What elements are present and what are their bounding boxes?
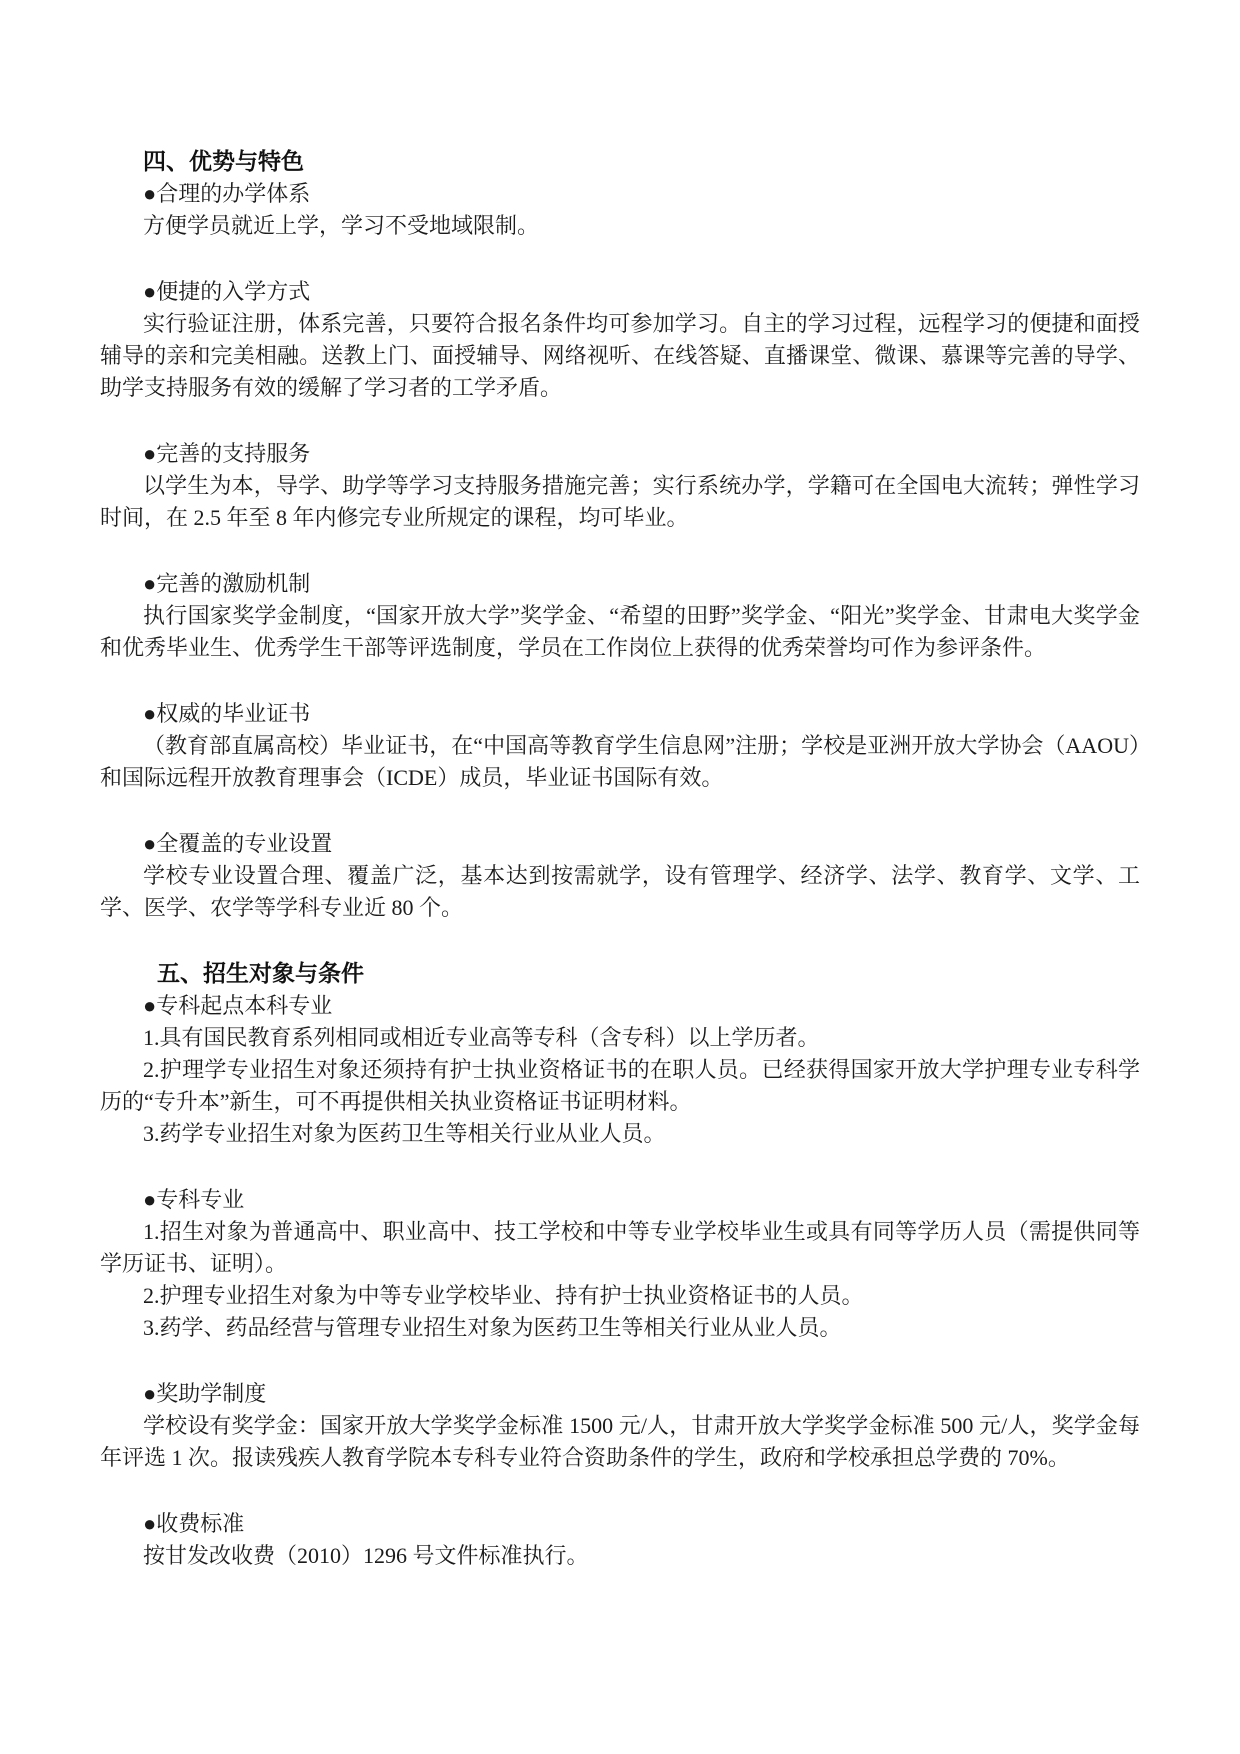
item-title-text: 奖助学制度 [156,1381,267,1406]
feature-item-incentive-mechanism [100,568,1140,664]
section-enrollment [100,958,1140,1572]
enrollment-item-fees [100,1508,1140,1572]
enrollment-item-upgrade-bachelor [100,990,1140,1150]
bullet-icon: ● [143,701,157,726]
bullet-icon: ● [143,1187,157,1212]
feature-item-support-services [100,438,1140,534]
section-heading-advantages: 四、优势与特色 [143,149,304,174]
item-paragraph: 以学生为本，导学、助学等学习支持服务措施完善；实行系统办学，学籍可在全国电大流转；弹性学习时间，在 2.5 年至 8 年内修完专业所规定的课程，均可毕业。 [100,473,1140,530]
item-paragraph: 学校专业设置合理、覆盖广泛，基本达到按需就学，设有管理学、经济学、法学、教育学、文学、工学、医学、农学等学科专业近 80 个。 [100,863,1140,920]
item-title [100,990,1140,1022]
item-paragraph: 3.药学专业招生对象为医药卫生等相关行业从业人员。 [143,1121,666,1146]
item-title-text: 完善的支持服务 [156,441,311,466]
item-paragraph: 按甘发改收费（2010）1296 号文件标准执行。 [143,1543,589,1568]
bullet-icon: ● [143,1511,157,1536]
item-paragraph: 1.招生对象为普通高中、职业高中、技工学校和中等专业学校毕业生或具有同等学历人员（需提供同等学历证书、证明）。 [100,1219,1140,1276]
item-title [100,698,1140,730]
item-title [100,438,1140,470]
item-paragraph: 2.护理专业招生对象为中等专业学校毕业、持有护士执业资格证书的人员。 [143,1283,864,1308]
feature-item-enrollment-method [100,276,1140,404]
item-title [100,828,1140,860]
enrollment-item-associate [100,1184,1140,1344]
bullet-icon: ● [143,279,157,304]
item-title [100,276,1140,308]
item-paragraph: （教育部直属高校）毕业证书，在“中国高等教育学生信息网”注册；学校是亚洲开放大学协会（AAOU）和国际远程开放教育理事会（ICDE）成员，毕业证书国际有效。 [100,733,1140,790]
item-paragraph: 实行验证注册，体系完善，只要符合报名条件均可参加学习。自主的学习过程，远程学习的便捷和面授辅导的亲和完美相融。送教上门、面授辅导、网络视听、在线答疑、直播课堂、微课、慕课等完善的导学、助学支持服务有效的缓解了学习者的工学矛盾。 [100,311,1140,400]
item-paragraph: 2.护理学专业招生对象还须持有护士执业资格证书的在职人员。已经获得国家开放大学护理专业专科学历的“专升本”新生，可不再提供相关执业资格证书证明材料。 [100,1057,1140,1114]
item-paragraph: 执行国家奖学金制度，“国家开放大学”奖学金、“希望的田野”奖学金、“阳光”奖学金、甘肃电大奖学金和优秀毕业生、优秀学生干部等评选制度，学员在工作岗位上获得的优秀荣誉均可作为参评条件。 [100,603,1140,660]
item-title [100,178,1140,210]
bullet-icon: ● [143,181,157,206]
item-title [100,568,1140,600]
bullet-icon: ● [143,993,157,1018]
item-paragraph: 1.具有国民教育系列相同或相近专业高等专科（含专科）以上学历者。 [143,1025,820,1050]
item-title-text: 专科起点本科专业 [156,993,333,1018]
bullet-icon: ● [143,831,157,856]
item-title-text: 收费标准 [156,1511,245,1536]
bullet-icon: ● [143,1381,157,1406]
item-title-text: 完善的激励机制 [156,571,311,596]
item-title [100,1378,1140,1410]
section-heading-enrollment: 五、招生对象与条件 [157,961,364,986]
item-paragraph: 学校设有奖学金：国家开放大学奖学金标准 1500 元/人，甘肃开放大学奖学金标准 500 元/人，奖学金每年评选 1 次。报读残疾人教育学院本专科专业符合资助条件的学生，政府和学校承担总学费的 70%。 [100,1413,1140,1470]
item-title [100,1184,1140,1216]
feature-item-diploma [100,698,1140,794]
item-title-text: 全覆盖的专业设置 [156,831,333,856]
bullet-icon: ● [143,571,157,596]
item-title-text: 专科专业 [156,1187,245,1212]
bullet-icon: ● [143,441,157,466]
item-title [100,1508,1140,1540]
item-paragraph: 方便学员就近上学，学习不受地域限制。 [143,213,540,238]
feature-item-major-coverage [100,828,1140,924]
feature-item-school-system [100,178,1140,242]
item-title-text: 权威的毕业证书 [156,701,311,726]
item-title-text: 合理的办学体系 [156,181,311,206]
enrollment-item-scholarship [100,1378,1140,1474]
section-advantages [100,146,1140,924]
item-paragraph: 3.药学、药品经营与管理专业招生对象为医药卫生等相关行业从业人员。 [143,1315,842,1340]
item-title-text: 便捷的入学方式 [156,279,311,304]
